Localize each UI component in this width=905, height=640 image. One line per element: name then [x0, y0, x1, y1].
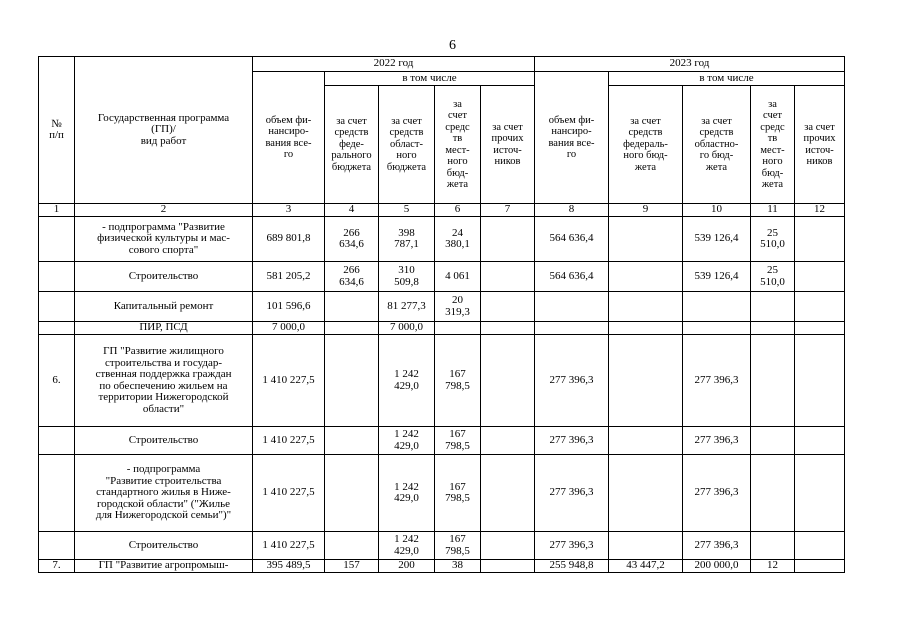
value-cell: [481, 217, 535, 262]
value-cell: [325, 455, 379, 532]
value-cell: [325, 335, 379, 427]
value-cell: 266 634,6: [325, 262, 379, 292]
program-name-cell: ГП "Развитие жилищного строительства и государ- ственная поддержка граждан по обеспечению жильем на территории Нижегородской области": [75, 335, 253, 427]
value-cell: 200 000,0: [683, 560, 751, 573]
value-cell: 1 242 429,0: [379, 335, 435, 427]
value-cell: 167 798,5: [435, 335, 481, 427]
value-cell: 310 509,8: [379, 262, 435, 292]
col-number: 7: [481, 204, 535, 217]
row-number-cell: [39, 455, 75, 532]
value-cell: [481, 335, 535, 427]
column-numbers-row: [39, 204, 845, 217]
value-cell: [481, 455, 535, 532]
value-cell: [609, 217, 683, 262]
col-number: 10: [683, 204, 751, 217]
header-year-2023: 2023 год: [535, 57, 845, 72]
table-row: [39, 322, 845, 335]
col-number: 1: [39, 204, 75, 217]
value-cell: 24 380,1: [435, 217, 481, 262]
table-row: [39, 335, 845, 427]
col-number: 8: [535, 204, 609, 217]
value-cell: [751, 335, 795, 427]
value-cell: [535, 292, 609, 322]
value-cell: 266 634,6: [325, 217, 379, 262]
row-number-cell: [39, 532, 75, 560]
value-cell: 1 410 227,5: [253, 427, 325, 455]
program-name-cell: - подпрограмма "Развитие физической культуры и мас- сового спорта": [75, 217, 253, 262]
program-name-cell: Капитальный ремонт: [75, 292, 253, 322]
value-cell: [325, 427, 379, 455]
value-cell: 12: [751, 560, 795, 573]
value-cell: 167 798,5: [435, 427, 481, 455]
value-cell: [609, 532, 683, 560]
program-name-cell: ПИР, ПСД: [75, 322, 253, 335]
value-cell: [609, 292, 683, 322]
row-number-cell: [39, 217, 75, 262]
table-row: [39, 217, 845, 262]
value-cell: [325, 322, 379, 335]
value-cell: 564 636,4: [535, 217, 609, 262]
value-cell: [751, 427, 795, 455]
program-name-cell: ГП "Развитие агропромыш-: [75, 560, 253, 573]
page-number: 6: [449, 38, 456, 53]
header-incl-2023: в том числе: [609, 72, 845, 86]
value-cell: 1 410 227,5: [253, 335, 325, 427]
value-cell: [683, 322, 751, 335]
header-other-2023: за счет прочих источ- ников: [795, 86, 845, 204]
header-total-2022: объем фи- нансиро- вания все- го: [253, 72, 325, 204]
value-cell: 689 801,8: [253, 217, 325, 262]
table-row: [39, 560, 845, 573]
value-cell: 277 396,3: [535, 455, 609, 532]
value-cell: 277 396,3: [535, 427, 609, 455]
header-federal-2022: за счет средств феде- рального бюджета: [325, 86, 379, 204]
value-cell: 277 396,3: [683, 532, 751, 560]
value-cell: [795, 455, 845, 532]
value-cell: 25 510,0: [751, 262, 795, 292]
col-number: 6: [435, 204, 481, 217]
header-regional-2022: за счет средств област- ного бюджета: [379, 86, 435, 204]
value-cell: [325, 292, 379, 322]
col-number: 3: [253, 204, 325, 217]
value-cell: 277 396,3: [683, 455, 751, 532]
value-cell: 25 510,0: [751, 217, 795, 262]
value-cell: 1 410 227,5: [253, 532, 325, 560]
header-local-2022: за счет средс тв мест- ного бюд- жета: [435, 86, 481, 204]
value-cell: [481, 532, 535, 560]
value-cell: 81 277,3: [379, 292, 435, 322]
value-cell: 167 798,5: [435, 532, 481, 560]
value-cell: [683, 292, 751, 322]
value-cell: 395 489,5: [253, 560, 325, 573]
col-number: 11: [751, 204, 795, 217]
value-cell: 20 319,3: [435, 292, 481, 322]
value-cell: 277 396,3: [535, 532, 609, 560]
value-cell: [481, 427, 535, 455]
row-number-cell: [39, 322, 75, 335]
table-body: [39, 217, 845, 573]
row-number-cell: [39, 262, 75, 292]
value-cell: 1 410 227,5: [253, 455, 325, 532]
header-total-2023: объем фи- нансиро- вания все- го: [535, 72, 609, 204]
value-cell: 398 787,1: [379, 217, 435, 262]
header-federal-2023: за счет средств федераль- ного бюд- жета: [609, 86, 683, 204]
value-cell: 581 205,2: [253, 262, 325, 292]
col-number: 12: [795, 204, 845, 217]
value-cell: [481, 322, 535, 335]
value-cell: [795, 427, 845, 455]
value-cell: 200: [379, 560, 435, 573]
col-number: 4: [325, 204, 379, 217]
header-regional-2023: за счет средств областно- го бюд- жета: [683, 86, 751, 204]
value-cell: 7 000,0: [379, 322, 435, 335]
value-cell: [795, 217, 845, 262]
value-cell: [795, 560, 845, 573]
value-cell: 277 396,3: [683, 335, 751, 427]
program-name-cell: Строительство: [75, 532, 253, 560]
value-cell: [795, 335, 845, 427]
value-cell: 1 242 429,0: [379, 532, 435, 560]
value-cell: [795, 262, 845, 292]
header-program: Государственная программа (ГП)/ вид работ: [75, 57, 253, 204]
value-cell: 1 242 429,0: [379, 455, 435, 532]
col-number: 9: [609, 204, 683, 217]
value-cell: [535, 322, 609, 335]
value-cell: 539 126,4: [683, 217, 751, 262]
table-row: [39, 292, 845, 322]
value-cell: [609, 335, 683, 427]
value-cell: [481, 262, 535, 292]
value-cell: 43 447,2: [609, 560, 683, 573]
value-cell: [609, 427, 683, 455]
row-number-cell: [39, 292, 75, 322]
value-cell: 157: [325, 560, 379, 573]
value-cell: [325, 532, 379, 560]
value-cell: [609, 262, 683, 292]
header-incl-2022: в том числе: [325, 72, 535, 86]
header-other-2022: за счет прочих источ- ников: [481, 86, 535, 204]
value-cell: 1 242 429,0: [379, 427, 435, 455]
value-cell: [481, 292, 535, 322]
value-cell: 7 000,0: [253, 322, 325, 335]
value-cell: [795, 322, 845, 335]
value-cell: [795, 532, 845, 560]
value-cell: [751, 455, 795, 532]
value-cell: 38: [435, 560, 481, 573]
header-year-2022: 2022 год: [253, 57, 535, 72]
header-local-2023: за счет средс тв мест- ного бюд- жета: [751, 86, 795, 204]
value-cell: 255 948,8: [535, 560, 609, 573]
value-cell: [795, 292, 845, 322]
value-cell: [481, 560, 535, 573]
table-row: [39, 427, 845, 455]
value-cell: [609, 322, 683, 335]
value-cell: 277 396,3: [683, 427, 751, 455]
value-cell: [751, 322, 795, 335]
program-name-cell: - подпрограмма "Развитие строительства стандартного жилья в Ниже- городской области" ("Жилье для Нижегородской семьи")": [75, 455, 253, 532]
value-cell: [751, 292, 795, 322]
row-number-cell: 6.: [39, 335, 75, 427]
value-cell: 167 798,5: [435, 455, 481, 532]
financing-table: [38, 56, 845, 573]
row-number-cell: 7.: [39, 560, 75, 573]
table-row: [39, 262, 845, 292]
value-cell: 101 596,6: [253, 292, 325, 322]
col-number: 5: [379, 204, 435, 217]
value-cell: 539 126,4: [683, 262, 751, 292]
program-name-cell: Строительство: [75, 262, 253, 292]
value-cell: 277 396,3: [535, 335, 609, 427]
table-header: [39, 57, 845, 217]
row-number-cell: [39, 427, 75, 455]
value-cell: 4 061: [435, 262, 481, 292]
program-name-cell: Строительство: [75, 427, 253, 455]
col-number: 2: [75, 204, 253, 217]
value-cell: [609, 455, 683, 532]
value-cell: [751, 532, 795, 560]
table-row: [39, 532, 845, 560]
value-cell: 564 636,4: [535, 262, 609, 292]
header-num: № п/п: [39, 57, 75, 204]
value-cell: [435, 322, 481, 335]
table-row: [39, 455, 845, 532]
